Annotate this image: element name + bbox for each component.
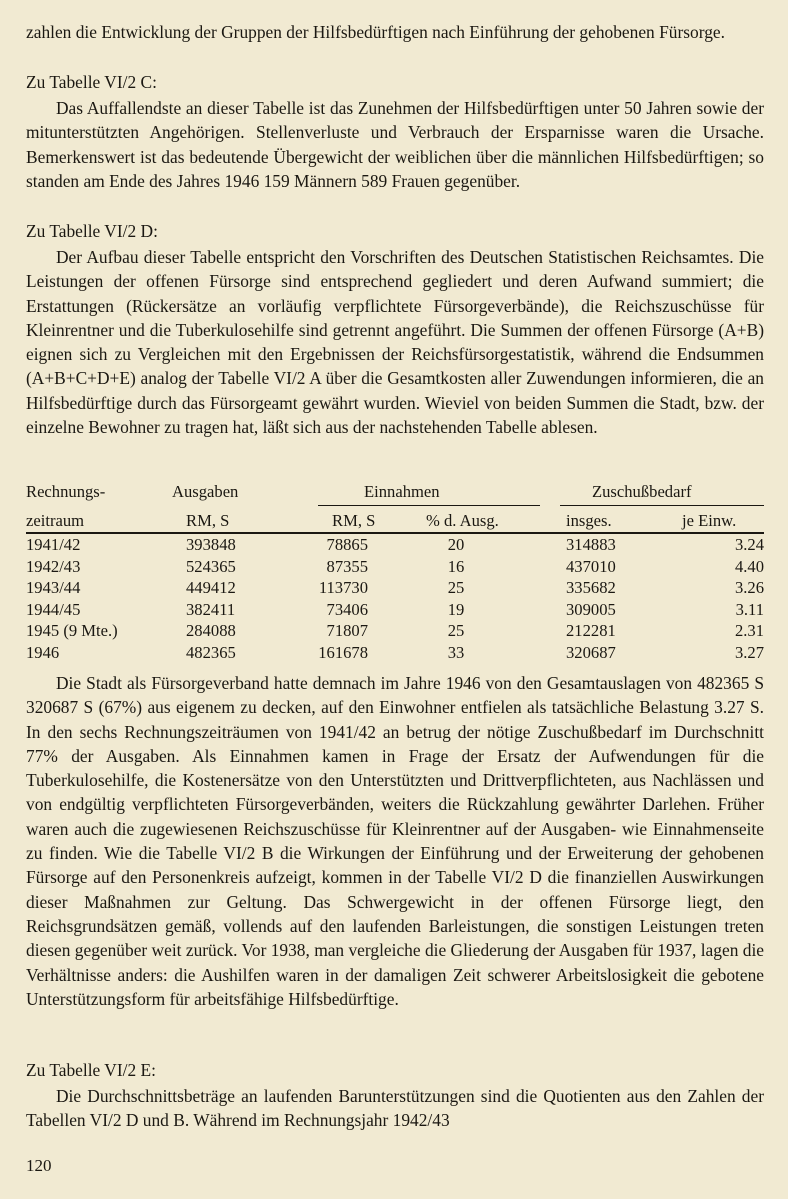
income-header-rule [318, 505, 540, 506]
header-income-unit: RM, S [332, 511, 376, 530]
paragraph-analysis: Die Stadt als Fürsorgeverband hatte demnach im Jahre 1946 von den Gesamtauslagen von 482365 S 320687 S (67%) aus eigenem zu decken, auf den Einwohner entfielen als tatsächliche Belastung 3.27 S. In den sechs Rechnungszeiträumen von 1941/42 an betrug der nötige Zuschußbedarf im Durchschnitt 77% der Ausgaben. Als Einnahmen kamen in Frage der Ersatz der Aufwendungen für die Tuberkulosehilfe, die Kostenersätze von den Unterstützten und Drittverpflichteten, aus Nachlässen und von endgültig verpflichteten Fürsorgeverbänden, weiters die Rückzahlung gewährter Darlehen. Früher waren auch die zugewiesenen Reichszuschüsse für Kleinrentner auf der Ausgaben- wie Einnahmenseite zu finden. Wie die Tabelle VI/2 B die Wirkungen der Einführung und der Erweiterung der gehobenen Fürsorge auf den Personenkreis aufzeigt, kommen in der Tabelle VI/2 D die finanziellen Auswirkungen dieser Maßnahmen zur Geltung. Das Schwergewicht in der offenen Fürsorge liegt, den Reichsgrundsätzen gemäß, vollends auf den laufenden Barleistungen, die sonstigen Leistungen treten diesen gegenüber weit zurück. Vor 1938, man vergleiche die Gliederung der Ausgaben für 1937, lagen die Verhältnisse anders: die Aushilfen waren in der damaligen Zeit schwerer Arbeitslosigkeit die gebotene Unterstützungsform für arbeitsfähige Hilfsbedürftige. [26, 673, 764, 1009]
header-expenses-unit: RM, S [186, 511, 230, 530]
cell-period: 1945 (9 Mte.) [26, 621, 118, 641]
cell-period: 1941/42 [26, 535, 81, 554]
cell-per-capita: 3.26 [734, 578, 764, 598]
cell-pct: 25 [447, 578, 465, 598]
table-row [26, 642, 764, 664]
header-subsidy-per-capita: je Einw. [682, 511, 737, 530]
cell-period: 1946 [26, 643, 60, 662]
cell-income: 78865 [326, 535, 368, 554]
heading-table-vi-2d: Zu Tabelle VI/2 D: [26, 221, 158, 241]
cell-period: 1944/45 [26, 599, 81, 619]
header-subsidy-total: insges. [566, 511, 612, 530]
cell-total: 309005 [566, 599, 616, 619]
header-subsidy: Zuschußbedarf [592, 482, 692, 501]
subsidy-header-rule [560, 505, 764, 506]
cell-per-capita: 3.24 [734, 535, 764, 554]
cell-income: 113730 [318, 578, 368, 598]
cell-period: 1942/43 [26, 556, 81, 576]
cell-expenses: 482365 [186, 643, 236, 662]
header-expenses: Ausgaben [172, 482, 239, 501]
cell-pct: 19 [447, 599, 465, 619]
table-row [26, 599, 764, 621]
table-row [26, 556, 764, 578]
cell-total: 320687 [566, 643, 616, 662]
cell-expenses: 393848 [186, 535, 236, 554]
header-period-2: zeitraum [26, 511, 85, 530]
paragraph-table-vi-2c: Das Auffallendste an dieser Tabelle ist das Zunehmen der Hilfsbedürftigen unter 50 Jahren sowie der mitunterstützten Angehörigen. Stellenverluste und Verbrauch der Ersparnisse waren die Ursache. Bemerkenswert ist das bedeutende Übergewicht der weiblichen über die männlichen Hilfsbedürftigen; so standen am Ende des Jahres 1946 159 Männern 589 Frauen gegenüber. [26, 98, 764, 191]
cell-total: 314883 [566, 535, 616, 554]
cell-pct: 20 [447, 535, 465, 554]
cell-income: 71807 [326, 621, 368, 641]
cell-expenses: 382411 [186, 599, 236, 619]
cell-income: 73406 [326, 599, 368, 619]
cell-income: 161678 [318, 643, 368, 662]
paragraph-table-vi-2e: Die Durchschnittsbeträge an laufenden Barunterstützungen sind die Quotienten aus den Zahlen der Tabellen VI/2 D und B. Während im Rechnungsjahr 1942/43 [26, 1086, 764, 1131]
cell-per-capita: 3.27 [734, 643, 764, 662]
paragraph-intro: zahlen die Entwicklung der Gruppen der Hilfsbedürftigen nach Einführung der gehobenen Fürsorge. [26, 22, 725, 42]
cell-pct: 16 [447, 556, 465, 576]
cell-period: 1943/44 [26, 578, 81, 598]
cell-per-capita: 4.40 [734, 556, 764, 576]
heading-table-vi-2e: Zu Tabelle VI/2 E: [26, 1060, 156, 1080]
cell-pct: 33 [447, 643, 465, 662]
cell-expenses: 524365 [186, 556, 236, 576]
cell-total: 212281 [566, 621, 616, 641]
heading-table-vi-2c: Zu Tabelle VI/2 C: [26, 72, 157, 92]
cell-income: 87355 [326, 556, 368, 576]
header-period-1: Rechnungs- [26, 482, 106, 501]
paragraph-table-vi-2d: Der Aufbau dieser Tabelle entspricht den Vorschriften des Deutschen Statistischen Reichsamtes. Die Leistungen der offenen Fürsorge sind entsprechend gegliedert und deren Aufwand summiert; die Erstattungen (Rückersätze an vorläufig verpflichtete Fürsorgeverbände), die Reichszuschüsse für Kleinrentner und die Tuberkulosehilfe sind getrennt angeführt. Die Summen der offenen Fürsorge (A+B) eignen sich zu Vergleichen mit den Ergebnissen der Reichsfürsorgestatistik, während die Endsummen (A+B+C+D+E) analog der Tabelle VI/2 A über die Gesamtkosten aller Zuwendungen informieren, die an Hilfsbedürftige durch das Fürsorgeamt gewährt wurden. Wieviel von beiden Summen die Stadt, bzw. der einzelne Bewohner zu tragen hat, läßt sich aus der nachstehenden Tabelle ablesen. [26, 247, 764, 438]
cell-per-capita: 3.11 [735, 599, 764, 619]
header-income-pct: % d. Ausg. [426, 511, 499, 530]
cell-expenses: 449412 [186, 578, 236, 598]
table-row [26, 534, 764, 556]
page-number: 120 [26, 1156, 52, 1175]
cell-expenses: 284088 [186, 621, 236, 641]
cell-total: 437010 [566, 556, 616, 576]
table-row [26, 620, 764, 642]
cell-per-capita: 2.31 [734, 621, 764, 641]
cell-pct: 25 [447, 621, 465, 641]
cell-total: 335682 [566, 578, 616, 598]
header-income: Einnahmen [364, 482, 440, 501]
table-row [26, 577, 764, 599]
